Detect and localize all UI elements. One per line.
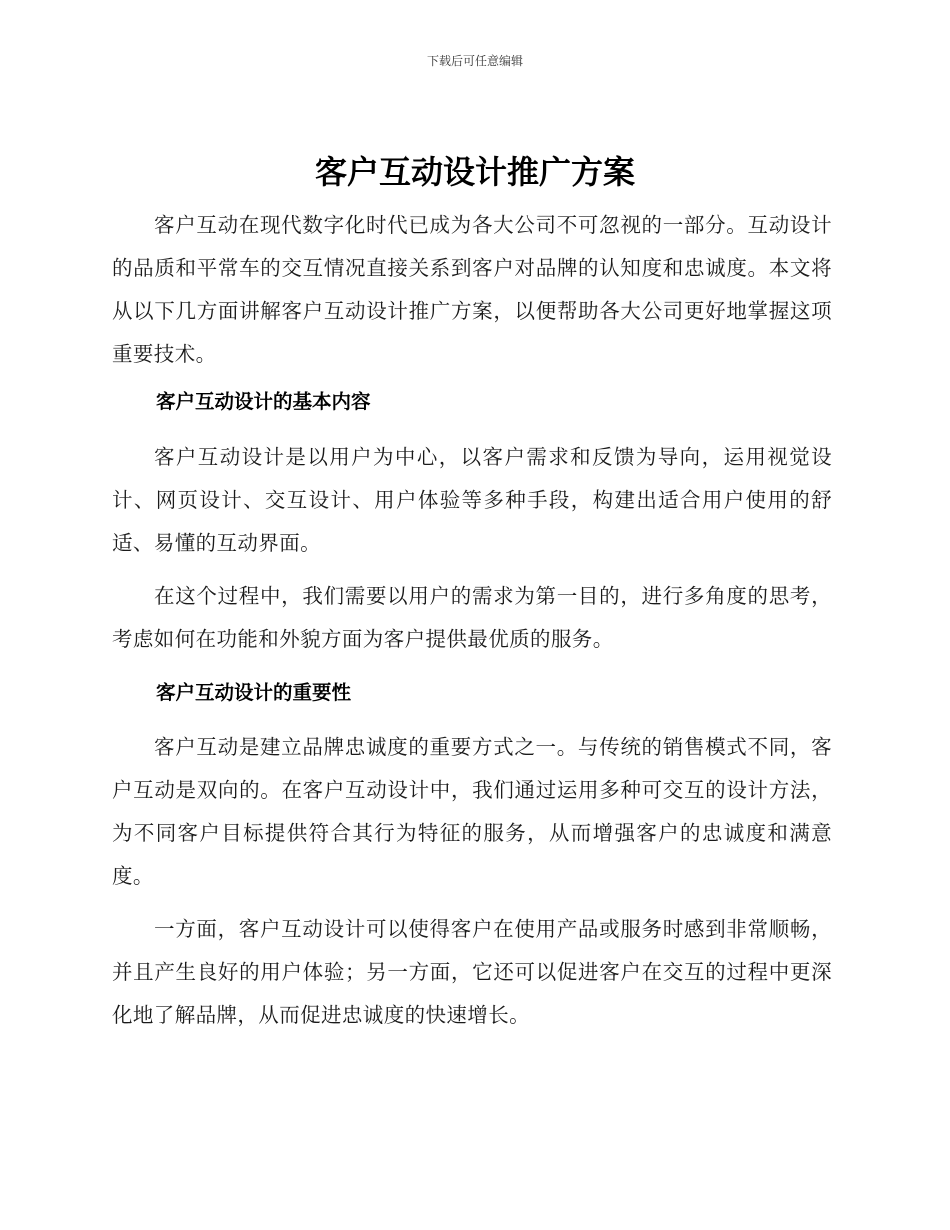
section-basics-paragraph-1: 客户互动设计是以用户为中心，以客户需求和反馈为导向，运用视觉设计、网页设计、交互设计、用户体验等多种手段，构建出适合用户使用的舒适、易懂的互动界面。 — [112, 445, 832, 555]
header-note: 下载后可任意编辑 — [426, 54, 523, 68]
document-title: 客户互动设计推广方案 — [314, 153, 635, 191]
section-importance-paragraph-1: 客户互动是建立品牌忠诚度的重要方式之一。与传统的销售模式不同，客户互动是双向的。在客户互动设计中，我们通过运用多种可交互的设计方法，为不同客户目标提供符合其行为特征的服务，从而增强客户的忠诚度和满意度。 — [112, 735, 832, 888]
section-heading-importance: 客户互动设计的重要性 — [156, 681, 352, 704]
section-heading-basics: 客户互动设计的基本内容 — [156, 390, 371, 413]
intro-paragraph: 客户互动在现代数字化时代已成为各大公司不可忽视的一部分。互动设计的品质和平常车的交互情况直接关系到客户对品牌的认知度和忠诚度。本文将从以下几方面讲解客户互动设计推广方案，以便帮助各大公司更好地掌握这项重要技术。 — [112, 213, 832, 366]
section-importance-paragraph-2: 一方面，客户互动设计可以使得客户在使用产品或服务时感到非常顺畅，并且产生良好的用户体验；另一方面，它还可以促进客户在交互的过程中更深化地了解品牌，从而促进忠诚度的快速增长。 — [112, 917, 832, 1027]
section-basics-paragraph-2: 在这个过程中，我们需要以用户的需求为第一目的，进行多角度的思考，考虑如何在功能和外貌方面为客户提供最优质的服务。 — [112, 584, 832, 651]
